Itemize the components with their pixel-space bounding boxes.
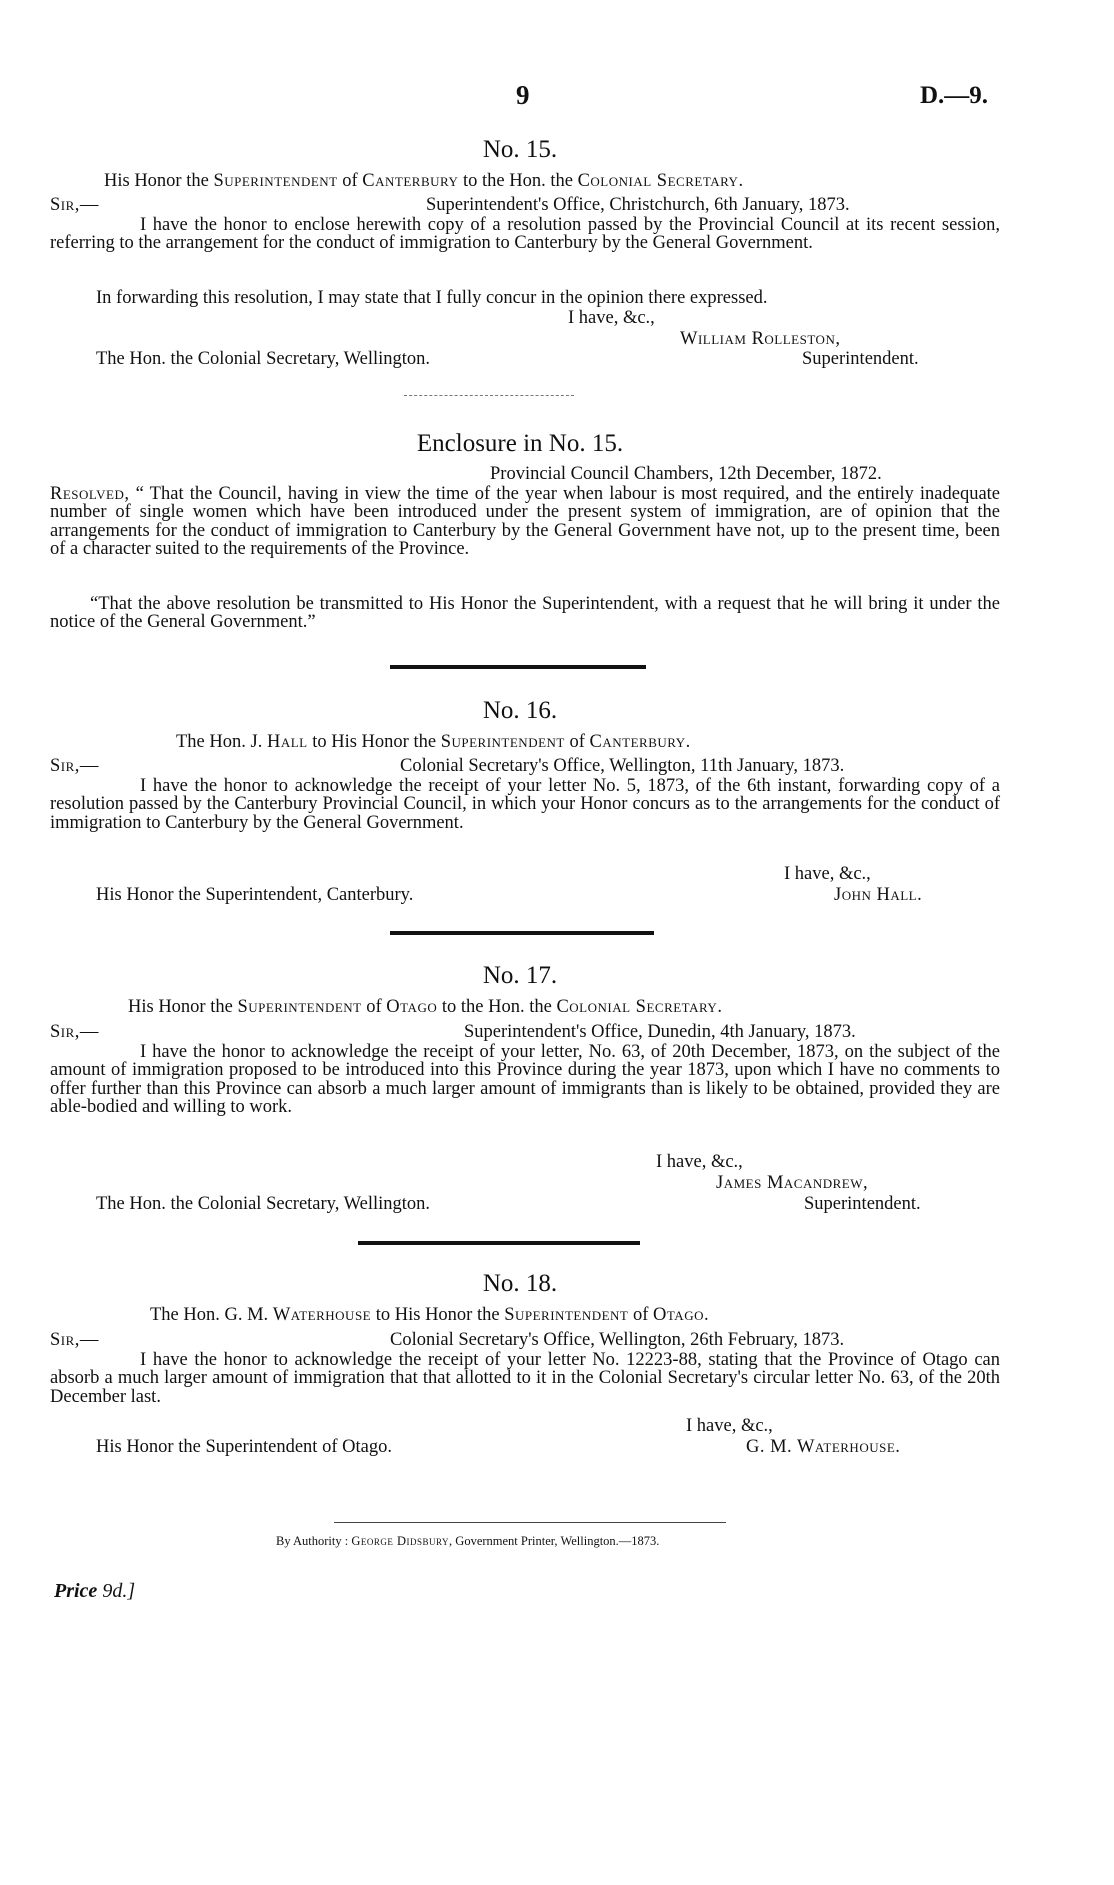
to-province: Canterbury: [589, 732, 686, 752]
place-date: Provincial Council Chambers, 12th December, 1872.: [490, 464, 882, 484]
from-text: The Hon. J.: [176, 732, 267, 752]
from-text: His Honor the: [104, 171, 214, 191]
price-label: [54, 1580, 135, 1603]
from-text: His Honor the: [128, 997, 238, 1017]
letter-paragraph: I have the honor to acknowledge the receipt of your letter, No. 63, of 20th December, 1873, on the subject of the amount of immigration proposed to be introduced into this Province during the year 1873, upon which I have no comments to offer further than this Province can absorb a much larger amount of immigrants than is likely to be obtained, provided they are able-bodied and willing to work.: [50, 1042, 1000, 1117]
separator: [358, 1241, 640, 1245]
from-title: Superintendent: [237, 997, 362, 1017]
closing: I have, &c.,: [656, 1152, 743, 1172]
from-province: Canterbury: [362, 171, 459, 191]
price-value: 9d.]: [97, 1580, 136, 1602]
salutation: Sir,—: [50, 195, 99, 215]
addressee: The Hon. the Colonial Secretary, Wellington.: [96, 349, 431, 369]
letter-from-line: [104, 172, 743, 190]
imprint-suffix: , Government Printer, Wellington.—1873.: [449, 1534, 660, 1548]
from-text: to the Hon. the: [437, 997, 557, 1017]
letter-paragraph: I have the honor to enclose herewith copy of a resolution passed by the Provincial Council at its recent session, referring to the arrangement for the conduct of immigration to Canterbury by the General Government.: [50, 215, 1000, 254]
resolved-label: Resolved,: [50, 484, 130, 504]
from-text: .: [685, 732, 691, 752]
page-number: 9: [516, 80, 530, 110]
to-title: Colonial Secretary: [556, 997, 718, 1017]
letter-from-line: [150, 1306, 709, 1324]
signature: William Rolleston,: [680, 329, 841, 349]
from-text: of: [564, 732, 590, 752]
from-title: Superintendent: [213, 171, 338, 191]
salutation: Sir,—: [50, 1022, 99, 1042]
place-date: Superintendent's Office, Dunedin, 4th January, 1873.: [464, 1022, 856, 1042]
imprint-prefix: By Authority :: [276, 1534, 352, 1548]
place-date: Superintendent's Office, Christchurch, 6th January, 1873.: [426, 195, 850, 215]
addressee: His Honor the Superintendent of Otago.: [96, 1437, 392, 1457]
letter-heading: No. 18.: [482, 1270, 558, 1297]
from-province: Otago: [386, 997, 438, 1017]
salutation: Sir,—: [50, 1330, 99, 1350]
separator: [404, 395, 574, 396]
price-word: Price: [54, 1580, 98, 1602]
letter-heading: No. 17.: [482, 962, 558, 989]
letter-from-line: [176, 733, 690, 751]
from-text: to the Hon. the: [458, 171, 578, 191]
addressee: The Hon. the Colonial Secretary, Wellington.: [96, 1194, 431, 1214]
to-province: Otago: [653, 1305, 704, 1325]
signature: James Macandrew,: [716, 1173, 869, 1193]
signature: G. M. Waterhouse.: [746, 1437, 901, 1457]
separator: [390, 931, 654, 935]
from-text: of: [337, 171, 363, 191]
letter-paragraph: I have the honor to acknowledge the receipt of your letter No. 12223-88, stating that the Province of Otago can absorb a much larger amount of immigration that that allotted to it in the Colonial Secretary's circular letter No. 63, of the 20th December last.: [50, 1350, 1000, 1407]
from-text: The Hon. G. M.: [150, 1305, 273, 1325]
to-title: Colonial Secretary: [577, 171, 739, 191]
footer-rule: [334, 1522, 726, 1523]
from-text: to His Honor the: [371, 1305, 505, 1325]
imprint: [276, 1534, 659, 1549]
document-reference: D.—9.: [920, 82, 989, 109]
from-name: Hall: [266, 732, 308, 752]
from-text: .: [738, 171, 744, 191]
letter-heading: No. 15.: [482, 136, 558, 163]
to-title: Superintendent: [504, 1305, 629, 1325]
place-date: Colonial Secretary's Office, Wellington, 11th January, 1873.: [400, 756, 845, 776]
from-text: to His Honor the: [307, 732, 441, 752]
letter-heading: No. 16.: [482, 697, 558, 724]
salutation: Sir,—: [50, 756, 99, 776]
addressee: His Honor the Superintendent, Canterbury.: [96, 885, 414, 905]
from-text: of: [361, 997, 387, 1017]
closing: I have, &c.,: [686, 1416, 773, 1436]
resolution-paragraph: Resolved, “ That the Council, having in view the time of the year when labour is most required, and the entirely inadequate number of single women which have been introduced under the present system of immigration, are of opinion that the arrangements for the conduct of immigration to Canterbury by the General Government have not, up to the present time, been of a character suited to the requirements of the Province.: [50, 484, 1001, 559]
from-text: of: [628, 1305, 654, 1325]
from-text: .: [703, 1305, 709, 1325]
resolution-paragraph: “That the above resolution be transmitted to His Honor the Superintendent, with a request that he will bring it under the notice of the General Government.”: [50, 594, 1000, 633]
signature: John Hall.: [834, 885, 923, 905]
signature-title: Superintendent.: [802, 349, 919, 369]
letter-paragraph: In forwarding this resolution, I may state that I fully concur in the opinion there expressed.: [96, 288, 768, 308]
from-text: .: [717, 997, 722, 1017]
printer-name: George Didsbury: [351, 1534, 450, 1548]
letter-paragraph: I have the honor to acknowledge the receipt of your letter No. 5, 1873, of the 6th instant, forwarding copy of a resolution passed by the Canterbury Provincial Council, in which your Honor concurs as to the arrangements for the conduct of immigration to Canterbury by the General Government.: [50, 776, 1000, 833]
separator: [390, 665, 646, 669]
letter-from-line: [128, 998, 722, 1016]
closing: I have, &c.,: [568, 308, 655, 328]
closing: I have, &c.,: [784, 864, 871, 884]
enclosure-heading: Enclosure in No. 15.: [416, 430, 624, 457]
from-name: Waterhouse: [272, 1305, 372, 1325]
to-title: Superintendent: [440, 732, 565, 752]
signature-title: Superintendent.: [804, 1194, 921, 1214]
place-date: Colonial Secretary's Office, Wellington, 26th February, 1873.: [390, 1330, 845, 1350]
